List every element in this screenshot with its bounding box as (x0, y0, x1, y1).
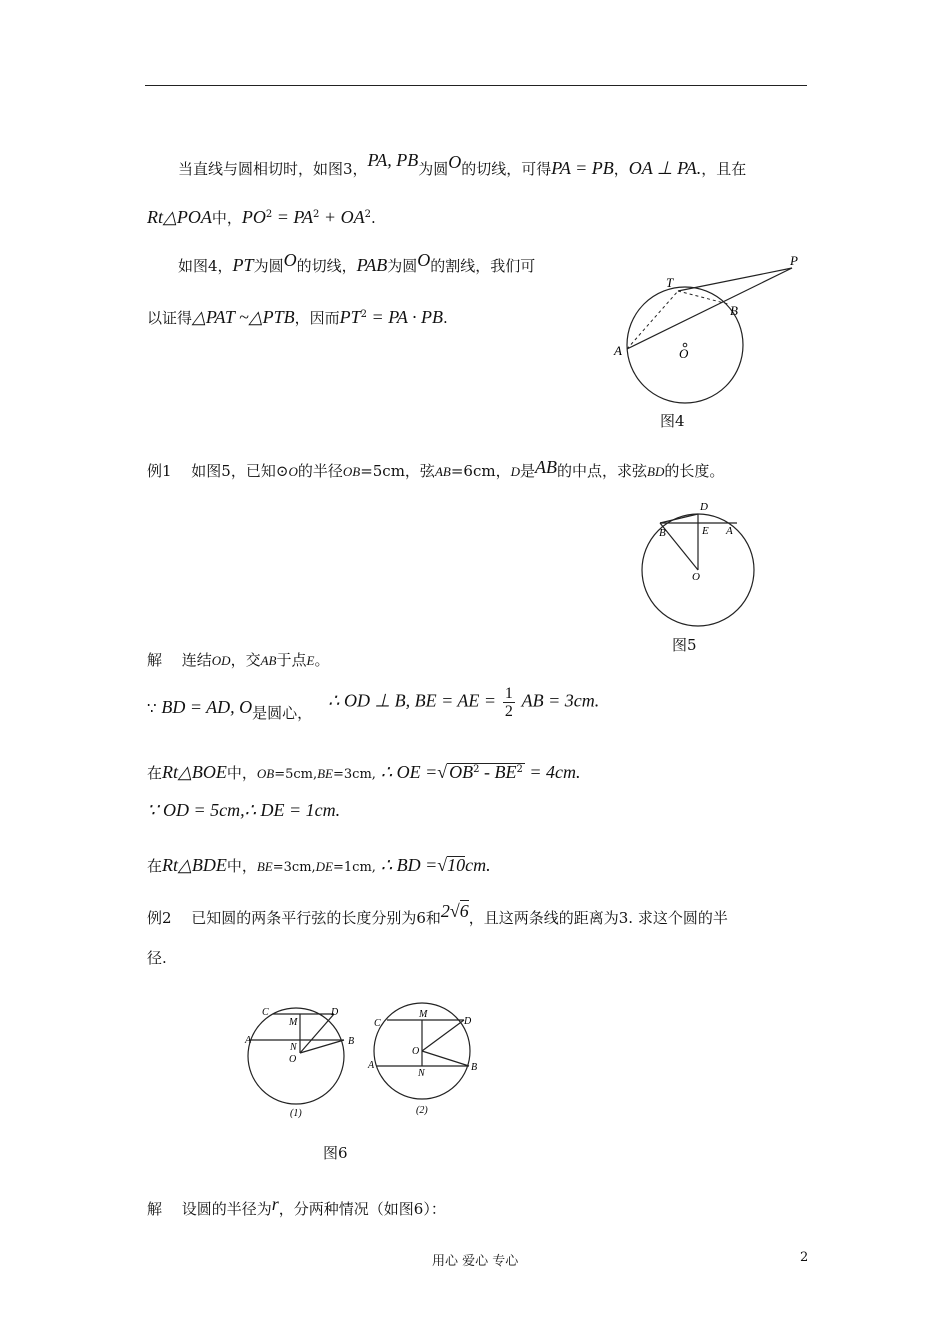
svg-text:B: B (471, 1062, 478, 1073)
svg-text:E: E (702, 525, 709, 537)
figure-6 (240, 998, 490, 1123)
paragraph-secant-2: 以证得△PAT ~△PTB，因而$PT^2$ = PA · PB. (147, 307, 448, 327)
solution-1-step-3: 在Rt△BOE中，OB=5cm,BE=3cm, ∴ OE =√ $OB^2 - BE^2 = 4cm$. (147, 762, 581, 782)
solution-1-intro: 解 连结OD，交AB于点E。 (147, 651, 330, 669)
svg-text:C: C (262, 1007, 269, 1018)
figure-6-caption: 图6 (323, 1144, 348, 1162)
svg-text:D: D (464, 1016, 472, 1027)
example-1: 例1 如图5，已知⊙O的半径OB=5cm，弦AB=6cm，D是AB的中点，求弦BD的长度。 (147, 457, 725, 480)
paragraph-tangent-2: Rt△POA中，$PO^2 = PA^2 + OA^2$. (147, 207, 376, 227)
svg-text:N: N (290, 1042, 297, 1053)
solution-1-step-2: ∵ BD = AD, O是圆心， (147, 697, 313, 722)
solution-1-step-4: ∵ OD = 5cm,∴ DE = 1cm. (147, 800, 341, 820)
svg-text:M: M (289, 1017, 298, 1028)
svg-text:C: C (374, 1018, 381, 1029)
figure-4 (600, 245, 820, 415)
svg-text:O: O (679, 346, 689, 361)
figure-5-caption: 图5 (672, 636, 697, 654)
svg-text:B: B (730, 303, 738, 318)
svg-text:(2): (2) (416, 1105, 428, 1116)
solution-2-intro: 解 设圆的半径为r，分两种情况（如图6）： (147, 1194, 446, 1218)
svg-text:O: O (692, 571, 700, 583)
svg-text:A: A (614, 343, 622, 358)
paragraph-secant-1: 如图4，PT为圆O的切线，PAB为圆O的割线，我们可 (178, 250, 536, 275)
svg-text:O: O (412, 1046, 420, 1057)
page-number: 2 (800, 1250, 809, 1265)
figure-5 (630, 498, 770, 633)
paragraph-tangent-1: 当直线与圆相切时，如图3，PA, PB为圆O的切线，可得PA = PB，OA ⊥ PA.，且在 (178, 150, 747, 178)
svg-text:A: A (245, 1035, 252, 1046)
svg-text:O: O (289, 1054, 297, 1065)
svg-text:B: B (659, 527, 666, 539)
svg-text:T: T (666, 275, 674, 290)
header-rule (145, 85, 807, 86)
svg-text:A: A (726, 525, 733, 537)
example-2-line-1: 例2 已知圆的两条平行弦的长度分别为6和2√6，且这两条线的距离为3. 求这个圆的半 (147, 901, 728, 927)
svg-text:B: B (348, 1036, 355, 1047)
solution-1-step-2-result: ∴ OD ⊥ B, BE = AE = $\frac{1}{2}$ AB = 3cm. (328, 685, 600, 720)
svg-text:M: M (419, 1009, 428, 1020)
svg-text:N: N (418, 1068, 425, 1079)
svg-text:D: D (331, 1007, 339, 1018)
footer-slogan: 用心 爱心 专心 (432, 1254, 519, 1269)
figure-4-caption: 图4 (660, 412, 685, 430)
example-2-line-2: 径. (147, 949, 167, 967)
svg-text:(1): (1) (290, 1108, 302, 1119)
svg-text:A: A (368, 1060, 375, 1071)
solution-1-step-5: 在Rt△BDE中，BE=3cm,DE=1cm, ∴ BD =√10cm. (147, 855, 491, 875)
svg-text:D: D (700, 501, 708, 513)
svg-text:P: P (790, 253, 798, 268)
